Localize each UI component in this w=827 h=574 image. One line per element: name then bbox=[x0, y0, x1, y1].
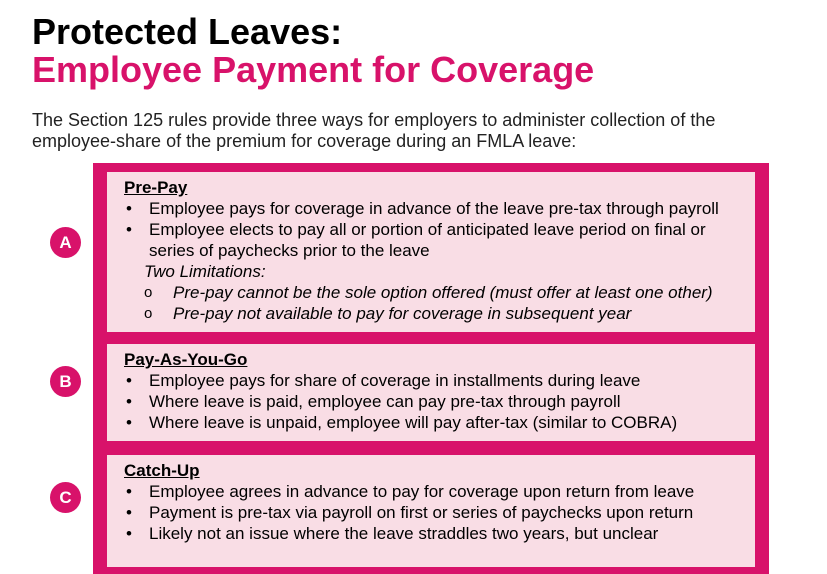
option-b-badge: B bbox=[50, 366, 81, 397]
option-heading: Pre-Pay bbox=[124, 178, 188, 197]
list-item: o Pre-pay cannot be the sole option offered (must offer at least one other) bbox=[124, 282, 741, 303]
limitations-list bbox=[124, 282, 741, 324]
bullet-list bbox=[124, 370, 741, 433]
list-item: • Employee elects to pay all or portion of anticipated leave period on final or series of paychecks prior to the leave bbox=[124, 219, 741, 261]
option-catch-up-panel bbox=[107, 455, 755, 567]
list-item: • Employee pays for share of coverage in installments during leave bbox=[124, 370, 741, 391]
bullet-list bbox=[124, 481, 741, 544]
bullet-list bbox=[124, 198, 741, 261]
option-heading: Catch-Up bbox=[124, 461, 200, 480]
list-item: • Employee agrees in advance to pay for coverage upon return from leave bbox=[124, 481, 741, 502]
option-a-badge: A bbox=[50, 227, 81, 258]
limitations-label: Two Limitations: bbox=[144, 262, 266, 281]
list-item: • Where leave is paid, employee can pay pre-tax through payroll bbox=[124, 391, 741, 412]
page-subtitle: Employee Payment for Coverage bbox=[32, 49, 595, 90]
list-item: • Payment is pre-tax via payroll on first or series of paychecks upon return bbox=[124, 502, 741, 523]
option-pay-as-you-go-panel bbox=[107, 344, 755, 441]
option-pre-pay-panel bbox=[107, 172, 755, 332]
option-c-badge: C bbox=[50, 482, 81, 513]
list-item: • Where leave is unpaid, employee will pay after-tax (similar to COBRA) bbox=[124, 412, 741, 433]
intro-paragraph: The Section 125 rules provide three ways for employers to administer collection of the employee-share of the premium for coverage during an FMLA leave: bbox=[32, 110, 716, 151]
list-item: o Pre-pay not available to pay for coverage in subsequent year bbox=[124, 303, 741, 324]
list-item: • Employee pays for coverage in advance of the leave pre-tax through payroll bbox=[124, 198, 741, 219]
page-title: Protected Leaves: bbox=[32, 11, 343, 52]
list-item: • Likely not an issue where the leave straddles two years, but unclear bbox=[124, 523, 741, 544]
option-heading: Pay-As-You-Go bbox=[124, 350, 248, 369]
